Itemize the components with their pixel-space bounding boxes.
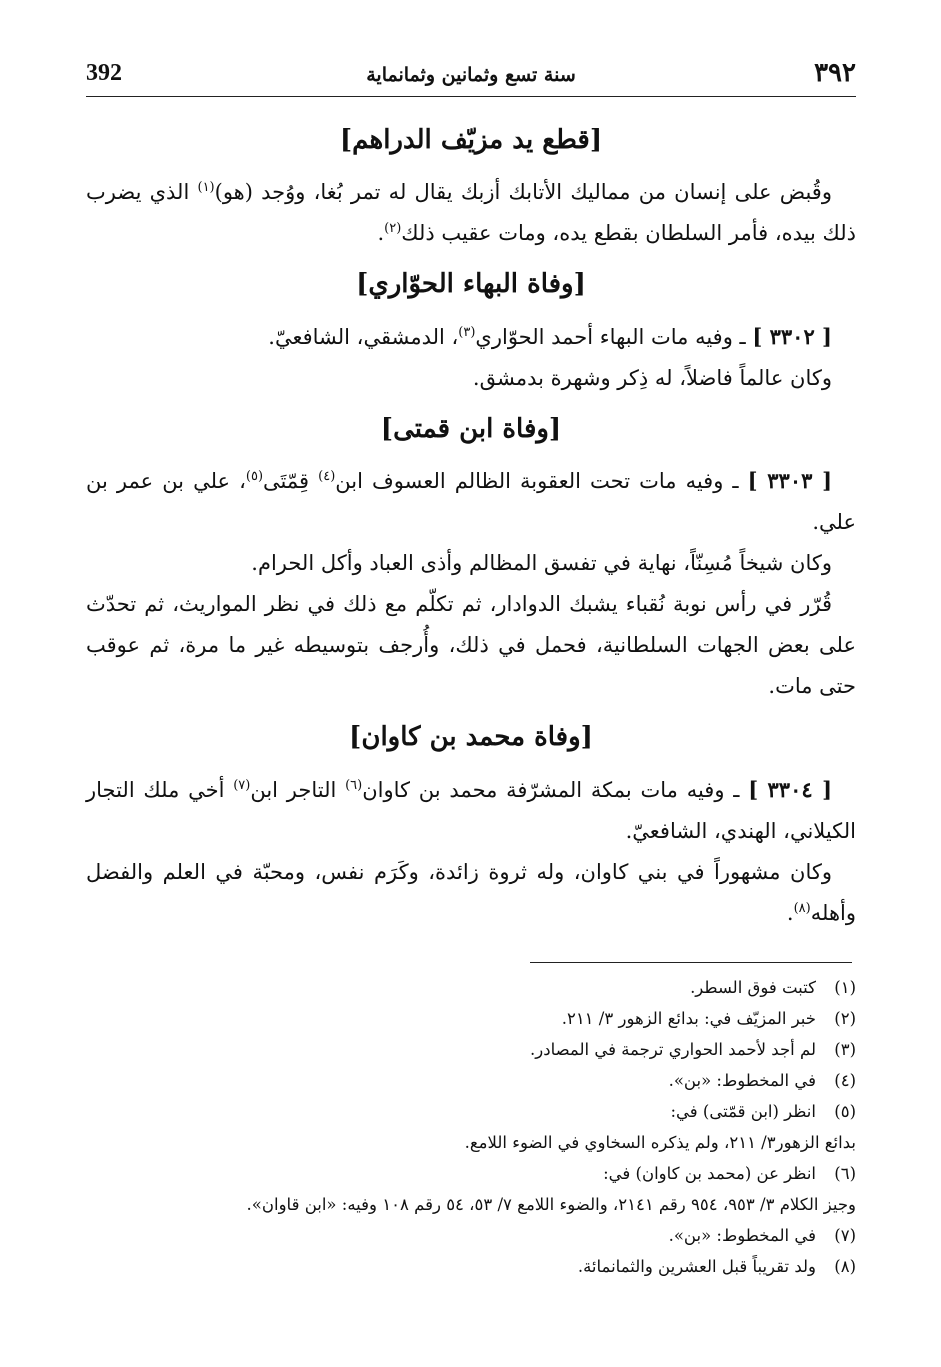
footnote bbox=[86, 1096, 856, 1127]
footnote-ref: (٤) bbox=[318, 469, 336, 485]
footnote bbox=[86, 1158, 856, 1189]
paragraph bbox=[86, 172, 856, 254]
footnote bbox=[86, 1065, 856, 1096]
text-run: ، علي بن عمر بن علي. bbox=[86, 469, 856, 535]
text-run: وقُبض على إنسان من مماليك الأتابك أزبك يقال له تمر بُغا، ووُجد (هو) bbox=[214, 179, 832, 204]
entry-number: [ ٣٣٠٣ ] bbox=[747, 468, 833, 494]
footnote bbox=[86, 1251, 856, 1282]
paragraph bbox=[86, 769, 856, 852]
footnote-divider bbox=[530, 962, 852, 963]
text-run: . bbox=[786, 901, 794, 926]
footnote-mark: (٤) bbox=[834, 1071, 856, 1090]
footnote bbox=[86, 1003, 856, 1034]
text-run: التاجر ابن bbox=[250, 778, 346, 803]
footnote-mark: (٥) bbox=[834, 1102, 856, 1121]
running-title: سنة تسع وثمانين وثمانماية bbox=[366, 64, 576, 86]
footnote-continuation bbox=[86, 1127, 856, 1158]
footnote-text: بدائع الزهور٣/ ٢١١، ولم يذكره السخاوي في الضوء اللامع. bbox=[464, 1133, 856, 1152]
paragraph bbox=[86, 852, 856, 934]
footnote-mark: (٧) bbox=[834, 1226, 856, 1245]
paragraph: قُرّر في رأس نوبة نُقباء يشبك الدوادار، ثم تكلّم مع ذلك في نظر المواريث، ثم تحدّث على بعض الجهات السلطانية، فحمل في ذلك، وأُرجف بتوسيطه غير ما مرة، ثم عوقب حتى مات. bbox=[86, 592, 856, 699]
footnote-text: في المخطوط: «بن». bbox=[668, 1226, 816, 1245]
footnote-mark: (٨) bbox=[834, 1257, 856, 1276]
footnote-ref: (٨) bbox=[793, 901, 811, 917]
footnote-text: وجيز الكلام ٣/ ٩٥٣، ٩٥٤ رقم ٢١٤١، والضوء اللامع ٧/ ٥٣، ٥٤ رقم ١٠٨ وفيه: «ابن قاوان». bbox=[246, 1195, 856, 1214]
text-run: ـ وفيه مات البهاء أحمد الحوّاري bbox=[475, 324, 753, 349]
footnote bbox=[86, 1034, 856, 1065]
entry-number: [ ٣٣٠٢ ] bbox=[752, 323, 832, 349]
text-run: قِمّتَى bbox=[263, 469, 319, 494]
section-heading: [وفاة محمد بن كاوان] bbox=[349, 722, 593, 753]
paragraph bbox=[86, 316, 856, 358]
footnote bbox=[86, 1220, 856, 1251]
main-text bbox=[86, 110, 856, 934]
text-run: ـ وفيه مات تحت العقوبة الظالم العسوف ابن bbox=[335, 469, 748, 494]
footnote-mark: (٢) bbox=[834, 1009, 856, 1028]
text-run: ، الدمشقي، الشافعيّ. bbox=[268, 324, 459, 349]
footnote-text: خبر المزيّف في: بدائع الزهور ٣/ ٢١١. bbox=[561, 1009, 816, 1028]
text-run: . bbox=[377, 220, 385, 245]
footnote-ref: (٥) bbox=[245, 469, 264, 485]
footnote-text: كتبت فوق السطر. bbox=[690, 978, 816, 997]
footnote-ref: (١) bbox=[197, 179, 215, 195]
footnote-text: انظر عن (محمد بن كاوان) في: bbox=[603, 1164, 816, 1183]
footnote-ref: (٧) bbox=[233, 778, 251, 794]
footnote-continuation bbox=[86, 1189, 856, 1220]
section-heading: [وفاة ابن قمتى] bbox=[380, 413, 562, 444]
text-run: ـ وفيه مات بمكة المشرّفة محمد بن كاوان bbox=[362, 778, 749, 803]
text-run: أخي ملك التجار الكيلاني، الهندي، الشافعيّ. bbox=[86, 778, 856, 844]
footnotes bbox=[86, 972, 856, 1282]
page-header bbox=[86, 52, 856, 97]
paragraph bbox=[86, 460, 856, 543]
section-heading: [قطع يد مزيّف الدراهم] bbox=[339, 125, 603, 155]
page-number-arabic: ٣٩٢ bbox=[814, 58, 856, 88]
paragraph: وكان شيخاً مُسِنّاً، نهاية في تفسق المظالم وأذى العباد وأكل الحرام. bbox=[251, 551, 832, 576]
footnote-mark: (٣) bbox=[834, 1040, 856, 1059]
footnote-text: انظر (ابن قمّتى) في: bbox=[670, 1102, 816, 1121]
footnote-mark: (٦) bbox=[834, 1164, 856, 1183]
entry-number: [ ٣٣٠٤ ] bbox=[748, 777, 832, 803]
page-number-latin: 392 bbox=[86, 60, 122, 86]
section-heading: [وفاة البهاء الحوّاري] bbox=[356, 268, 586, 299]
footnote-ref: (٢) bbox=[384, 220, 402, 236]
footnote-ref: (٣) bbox=[458, 324, 476, 340]
paragraph: وكان عالماً فاضلاً، له ذِكر وشهرة بدمشق. bbox=[472, 365, 832, 390]
footnote-text: في المخطوط: «بن». bbox=[668, 1071, 816, 1090]
text-run: وكان مشهوراً في بني كاوان، وله ثروة زائدة، وكَرَم نفس، ومحبّة في العلم والفضل وأهله bbox=[86, 860, 856, 926]
footnote bbox=[86, 972, 856, 1003]
footnote-ref: (٦) bbox=[345, 778, 363, 794]
footnote-text: ولد تقريباً قبل العشرين والثمانمائة. bbox=[577, 1257, 816, 1276]
text-run: الذي يضرب ذلك بيده، فأمر السلطان بقطع يده، ومات عقيب ذلك bbox=[86, 179, 856, 245]
footnote-mark: (١) bbox=[834, 978, 856, 997]
footnote-text: لم أجد لأحمد الحواري ترجمة في المصادر. bbox=[530, 1040, 816, 1059]
